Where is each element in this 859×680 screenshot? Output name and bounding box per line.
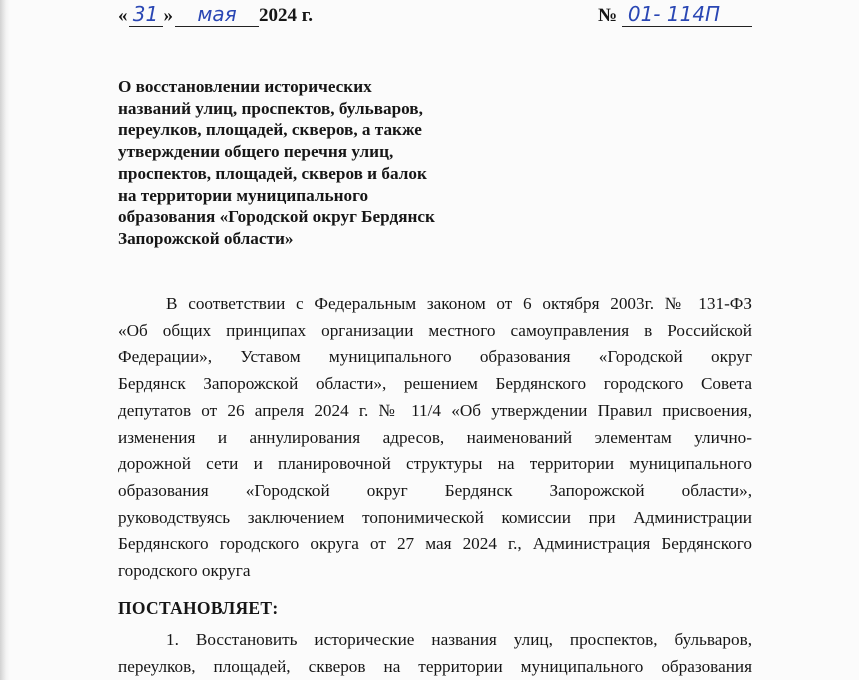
year-label: 2024 г. [259,5,313,26]
title-line: переулков, площадей, скверов, а также [118,120,422,140]
number-sign: № [598,5,618,26]
title-line: на территории муниципального [118,185,369,205]
body-line: дорожной сети и планировочной структуры на территории муниципального [118,454,752,474]
decree-heading: ПОСТАНОВЛЯЕТ: [118,598,279,618]
title-line: утверждении общего перечня улиц, [118,142,394,162]
body-line: Бердянского городского округа от 27 мая 2024 г., Администрация Бердянского [118,534,752,554]
body-line: руководствуясь заключением топонимической комиссии при Администрации [118,507,752,527]
quote-close: » [163,5,173,26]
title-line: названий улиц, проспектов, бульваров, [118,98,423,118]
document-title [118,76,498,250]
body-line: Бердянск Запорожской области», решением Бердянского городского Совета [118,374,752,394]
item-line: переулков, площадей, скверов на территории муниципального образования [118,656,752,676]
item-line: 1. Восстановить исторические названия улиц, проспектов, бульваров, [166,630,752,649]
decree-item-1 [118,627,752,680]
body-line: «Об общих принципах организации местного самоуправления в Российской [118,320,752,340]
handwritten-day: 31 [129,2,163,27]
body-line: депутатов от 26 апреля 2024 г. № 11/4 «Об утверждении Правил присвоения, [118,400,752,420]
body-line: изменения и аннулирования адресов, наименований элементам улично- [118,427,752,447]
quote-open: « [118,5,128,26]
handwritten-month: мая [175,2,259,27]
title-line: О восстановлении исторических [118,77,372,96]
body-line: образования «Городской округ Бердянск Запорожской области», [118,480,752,500]
handwritten-number: 01- 114П [622,2,752,27]
title-line: образования «Городской округ Бердянск [118,207,435,227]
document-date [118,2,313,32]
document-number [598,2,752,32]
body-line: В соответствии с Федеральным законом от 6 октября 2003г. № 131-ФЗ [166,294,752,313]
page-edge-shadow [0,0,10,680]
body-line: городского округа [118,561,251,581]
title-line: проспектов, площадей, скверов и балок [118,163,427,183]
preamble-paragraph [118,291,752,585]
title-line: Запорожской области» [118,228,294,248]
body-line: Федерации», Уставом муниципального образования «Городской округ [118,347,752,367]
